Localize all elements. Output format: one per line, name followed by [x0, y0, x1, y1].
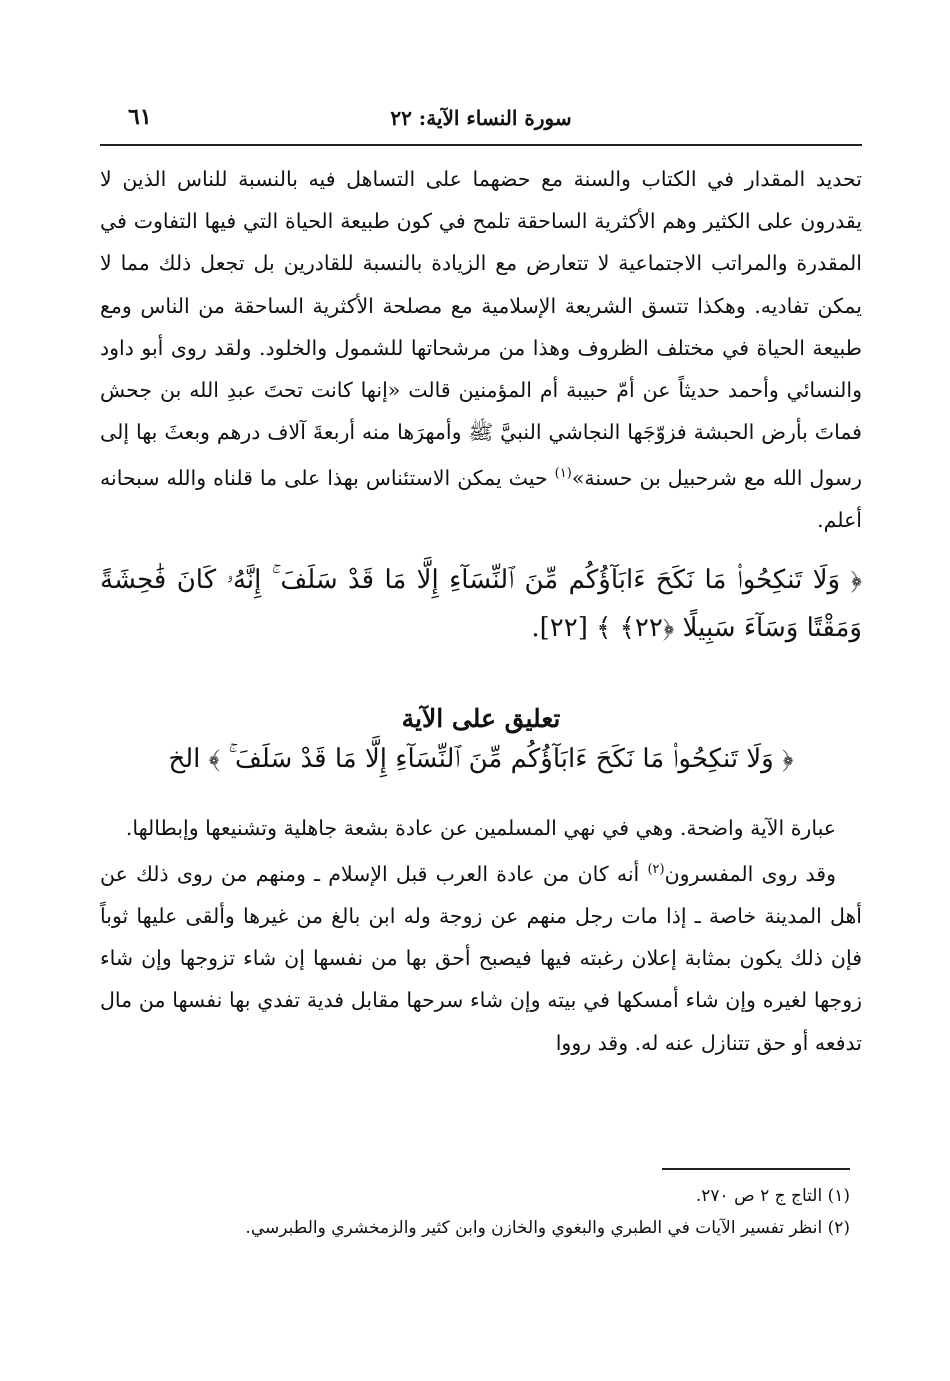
page	[100, 100, 862, 1064]
body-paragraph: عبارة الآية واضحة. وهي في نهي المسلمين عن عادة بشعة جاهلية وتشنيعها وإبطالها.	[125, 815, 836, 840]
footnote-marker: (٢)	[647, 861, 665, 877]
footnote-divider	[662, 1168, 850, 1170]
running-title: سورة النساء الآية: ٢٢	[390, 106, 572, 130]
verse-heading: ﴿ وَلَا تَنكِحُوا۟ مَا نَكَحَ ءَابَآؤُكُم مِّنَ ٱلنِّسَآءِ إِلَّا مَا قَدْ سَلَفَ ۚ ﴾ الخ	[168, 743, 794, 774]
body-paragraph	[100, 158, 862, 542]
footnote-marker: (١)	[554, 466, 572, 482]
section-title: تعليق على الآية	[401, 703, 561, 733]
footnote: (٢) انظر تفسير الآيات في الطبري والبغوي والخازن وابن كثير والزمخشري والطبرسي.	[245, 1218, 850, 1238]
page-number: ٦١	[128, 104, 152, 130]
paragraph-text: حيث يمكن الاستئناس بهذا على ما قلناه والله سبحانه أعلم.	[100, 466, 862, 533]
body-paragraph	[100, 849, 862, 1064]
footnotes	[88, 1180, 850, 1244]
paragraph-text: تحديد المقدار في الكتاب والسنة مع حضهما على التساهل فيه بالنسبة للناس الذين لا يقدرون على الكثير وهم الأكثرية الساحقة تلمح في كون طبيعة الحياة التي فيها التفاوت في المقدرة والمراتب الاجتماعية لا تتعارض مع الزيادة بالنسبة للقادرين بل تجعل ذلك مما لا يمكن تفاديه. وهكذا تتسق الشريعة الإسلامية مع مصلحة الأكثرية الساحقة من الناس ومع طبيعة الحياة في مختلف الظروف وهذا من مرشحاتها للشمول والخلود. ولقد روى أبو داود والنسائي وأحمد حديثاً عن أمّ حبيبة أم المؤمنين قالت «إنها كانت تحتَ عبدِ الله بن جحش فماتَ بأرض الحبشة فزوّجَها النجاشي النبيَّ ﷺ وأمهرَها منه أربعةَ آلاف درهم وبعثَ بها إلى رسول الله مع شرحبيل بن حسنة»	[100, 167, 862, 491]
paragraph-text: وقد روى المفسرون	[664, 861, 837, 886]
footnote: (١) التاج ج ٢ ص ٢٧٠.	[695, 1186, 850, 1206]
page-header	[100, 100, 862, 146]
quran-verse: ﴿ وَلَا تَنكِحُوا۟ مَا نَكَحَ ءَابَآؤُكُم مِّنَ ٱلنِّسَآءِ إِلَّا مَا قَدْ سَلَفَ ۚ إِنَّهُۥ كَانَ فَٰحِشَةً وَمَقْتًا وَسَآءَ سَبِيلًا ﴿٢٢﴾ ﴾ [٢٢].	[100, 564, 862, 643]
paragraph-text: أنه كان من عادة العرب قبل الإسلام ـ ومنهم من روى ذلك عن أهل المدينة خاصة ـ إذا مات رجل منهم عن زوجة وله ابن بالغ من غيرها وألقى عليها ثوباً فإن ذلك يكون بمثابة إعلان رغبته فيها فيصبح أحق بها من نفسها إن شاء تزوجها وإن شاء زوجها لغيره وإن شاء أمسكها في بيته وإن شاء سرحها مقابل فدية تفدي بها نفسها من مال تدفعه أو حق تتنازل عنه له. وقد رووا	[100, 861, 862, 1055]
